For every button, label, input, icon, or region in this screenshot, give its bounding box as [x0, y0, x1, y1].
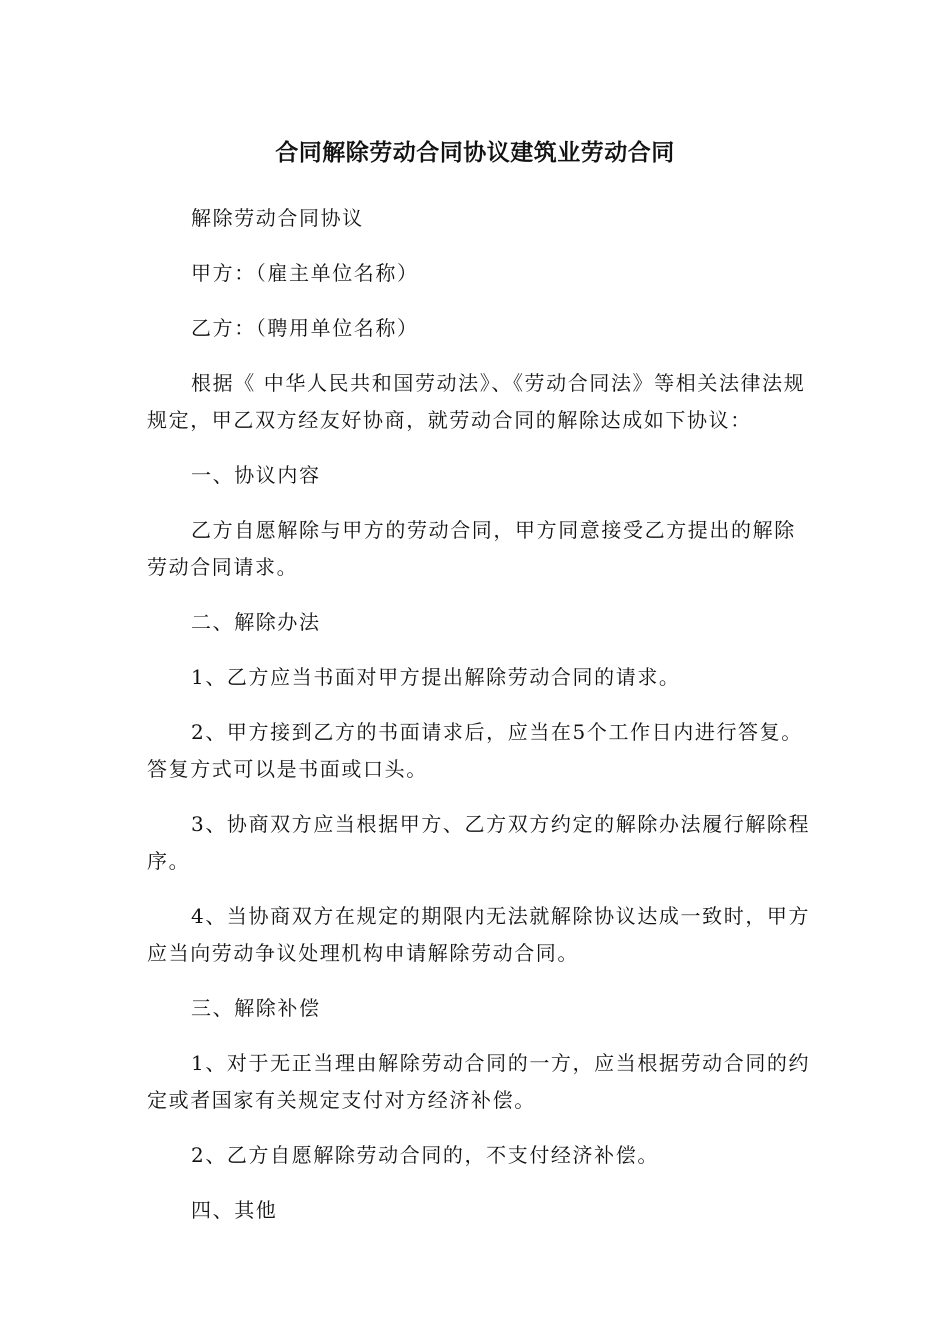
paragraph-legal-basis: 根据《 中华人民共和国劳动法》、《劳动合同法》等相关法律法规规定，甲乙双方经友好协商，就劳动合同的解除达成如下协议： — [147, 371, 806, 432]
section-heading-other: 四、其他 — [191, 1198, 278, 1222]
paragraph-agreement-name: 解除劳动合同协议 — [191, 206, 364, 230]
paragraph-compensation-2: 2、乙方自愿解除劳动合同的，不支付经济补偿。 — [191, 1143, 659, 1167]
section-heading-agreement-content: 一、协议内容 — [191, 463, 321, 487]
paragraph-agreement-content: 乙方自愿解除与甲方的劳动合同，甲方同意接受乙方提出的解除劳动合同请求。 — [147, 518, 796, 579]
document-body — [147, 200, 812, 1247]
section-heading-compensation: 三、解除补偿 — [191, 996, 321, 1020]
section-heading-termination-method: 二、解除办法 — [191, 610, 321, 634]
paragraph-method-4: 4、当协商双方在规定的期限内无法就解除协议达成一致时，甲方应当向劳动争议处理机构申请解除劳动合同。 — [147, 904, 811, 965]
paragraph-method-3: 3、协商双方应当根据甲方、乙方双方约定的解除办法履行解除程序。 — [147, 812, 811, 873]
paragraph-party-b: 乙方：（聘用单位名称） — [191, 316, 419, 340]
paragraph-party-a: 甲方：（雇主单位名称） — [191, 261, 419, 285]
paragraph-method-2: 2、甲方接到乙方的书面请求后，应当在5个工作日内进行答复。答复方式可以是书面或口头。 — [147, 720, 803, 781]
document-title: 合同解除劳动合同协议建筑业劳动合同 — [275, 140, 675, 166]
paragraph-compensation-1: 1、对于无正当理由解除劳动合同的一方，应当根据劳动合同的约定或者国家有关规定支付对方经济补偿。 — [147, 1051, 811, 1112]
paragraph-method-1: 1、乙方应当书面对甲方提出解除劳动合同的请求。 — [191, 665, 681, 689]
